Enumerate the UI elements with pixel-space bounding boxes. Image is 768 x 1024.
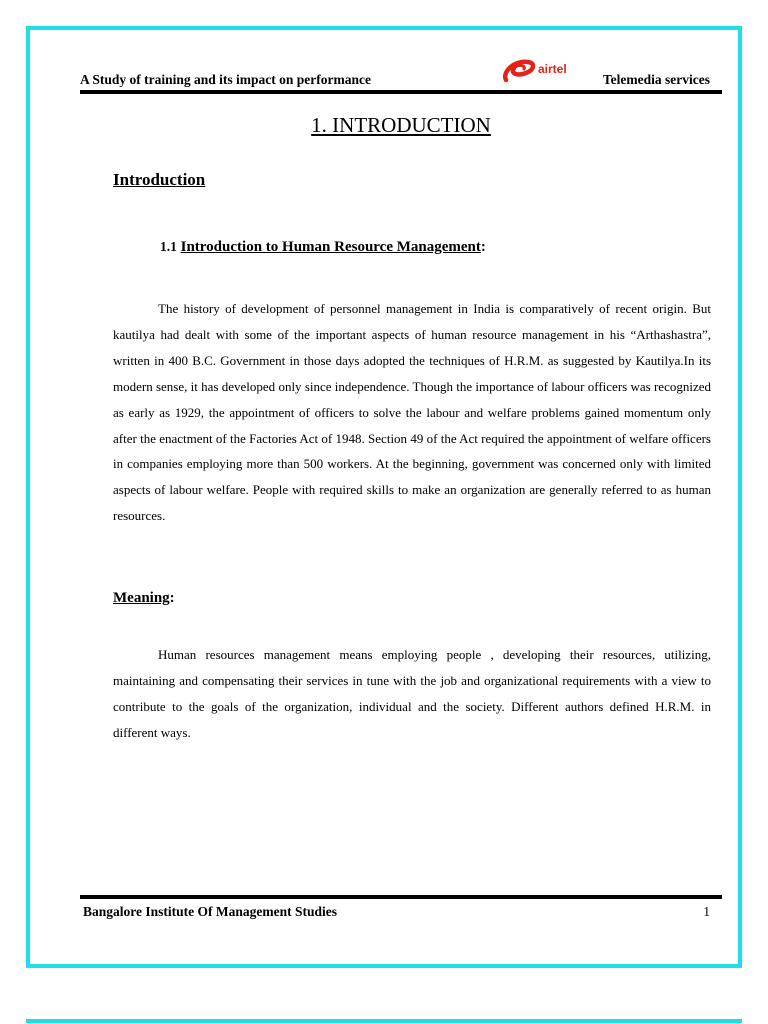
header-title: A Study of training and its impact on performance	[80, 72, 372, 87]
section-heading: Introduction	[113, 170, 206, 189]
airtel-logo-icon	[500, 56, 592, 86]
meaning-paragraph: Human resources management means employing people , developing their resources, utilizing, maintaining and compensating their services in tune with the job and organizational requirements with a view to contribute to the goals of the organization, individual and the society. Different authors defined H.R.M. in different ways.	[113, 647, 711, 740]
footer-institute: Bangalore Institute Of Management Studies	[83, 904, 338, 919]
next-page-border	[26, 1019, 742, 1023]
header-divider	[80, 90, 722, 94]
meaning-suffix: :	[169, 590, 175, 606]
meaning-title: Meaning	[113, 590, 170, 606]
meaning-heading	[113, 590, 175, 607]
airtel-swirl-icon	[500, 56, 540, 86]
subsection-number: 1.1	[160, 239, 177, 254]
subsection-suffix: :	[480, 239, 486, 255]
header-right-text: Telemedia services	[602, 72, 710, 87]
chapter-title: 1. INTRODUCTION	[311, 113, 491, 137]
history-paragraph: The history of development of personnel management in India is comparatively of recent origin. But kautilya had dealt with some of the important aspects of human resource management in his “Arthashastra”, written in 400 B.C. Government in those days adopted the techniques of H.R.M. as suggested by Kautilya.In its modern sense, it has developed only since independence. Though the importance of labour officers was recognized as early as 1929, the appointment of officers to solve the labour and welfare problems gained momentum only after the enactment of the Factories Act of 1948. Section 49 of the Act required the appointment of welfare officers in companies employing more than 500 workers. At the beginning, government was concerned only with limited aspects of labour welfare. People with required skills to make an organization are generally referred to as human resources.	[113, 301, 711, 524]
page-number: 1	[703, 904, 710, 919]
subsection-heading	[160, 239, 486, 256]
subsection-title: Introduction to Human Resource Management	[180, 239, 481, 255]
logo-text: airtel	[538, 62, 567, 76]
footer-divider	[80, 895, 722, 899]
